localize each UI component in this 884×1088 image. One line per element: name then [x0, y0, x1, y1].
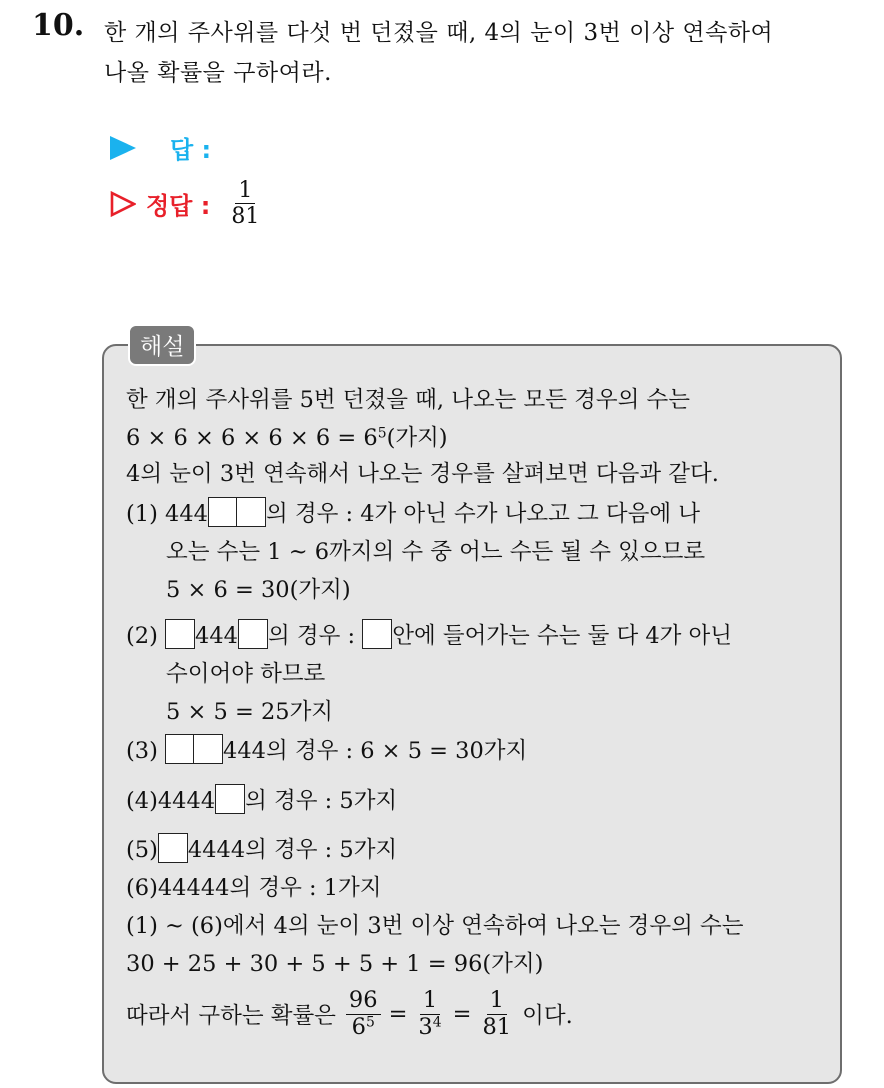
- case-2-digits: 444: [195, 623, 238, 649]
- case-2-line-b: 수이어야 하므로: [166, 661, 326, 687]
- solution-label: 해설: [128, 324, 196, 366]
- case-1-line-c: 5 × 6 = 30(가지): [166, 577, 351, 603]
- fraction-denominator: $6^5$: [351, 1013, 375, 1040]
- fraction-denominator: 81: [482, 1013, 512, 1040]
- conclusion-end: 이다.: [522, 1003, 573, 1030]
- case-6-line: (6)44444의 경우 : 1가지: [126, 875, 382, 901]
- case-3-prefix: (3): [126, 738, 166, 764]
- blank-box: [158, 833, 188, 863]
- fraction-numerator: 1: [235, 178, 255, 204]
- correct-answer-row: [110, 178, 262, 230]
- fraction-numerator: 1: [420, 988, 440, 1015]
- summary-line-1: (1) ~ (6)에서 4의 눈이 3번 이상 연속하여 나오는 경우의 수는: [126, 913, 744, 939]
- fraction-1-over-81: [479, 988, 514, 1041]
- answer-label: 답 :: [170, 136, 212, 164]
- case-4-prefix: (4)4444: [126, 788, 216, 814]
- blank-box: [165, 619, 195, 649]
- fraction-1-over-3-4: [415, 988, 444, 1041]
- case-2-line-a: [126, 618, 732, 650]
- blank-box: [215, 784, 245, 814]
- case-4-desc: 의 경우 : 5가지: [245, 788, 398, 814]
- case-2-prefix: (2): [126, 623, 166, 649]
- case-1-line-a: [126, 496, 700, 528]
- correct-answer-fraction: [228, 178, 262, 230]
- blank-box: [236, 497, 266, 527]
- answer-row: [110, 130, 211, 165]
- case-5-line: [126, 832, 397, 864]
- blank-box: [208, 497, 238, 527]
- equals-sign: =: [388, 1001, 408, 1028]
- solution-line-3: 4의 눈이 3번 연속해서 나오는 경우를 살펴보면 다음과 같다.: [126, 461, 719, 487]
- question-text-line2: 나올 확률을 구하여라.: [104, 60, 332, 86]
- case-2-line-c: 5 × 5 = 25가지: [166, 699, 334, 725]
- fraction-denominator: 81: [231, 204, 260, 230]
- conclusion-text: 따라서 구하는 확률은: [126, 1003, 336, 1030]
- blank-box: [193, 734, 223, 764]
- solution-line-1: 한 개의 주사위를 5번 던졌을 때, 나오는 모든 경우의 수는: [126, 387, 691, 413]
- question-number: 10.: [32, 8, 85, 43]
- fraction-numerator: 1: [487, 988, 507, 1015]
- fraction-denominator: $3^4$: [418, 1013, 442, 1040]
- blank-box: [362, 619, 392, 649]
- fraction-96-over-6-5: [346, 988, 381, 1041]
- fraction-numerator: 96: [346, 988, 381, 1015]
- case-1-desc: 의 경우 : 4가 아닌 수가 나오고 그 다음에 나: [265, 501, 701, 527]
- case-2-desc: 의 경우 :: [267, 623, 363, 649]
- question-text-line1: 한 개의 주사위를 다섯 번 던졌을 때, 4의 눈이 3번 이상 연속하여: [104, 20, 774, 46]
- blank-box: [238, 619, 268, 649]
- solution-line-2: [126, 420, 448, 452]
- case-2-desc-2: 안에 들어가는 수는 둘 다 4가 아닌: [392, 623, 733, 649]
- equals-sign: =: [452, 1001, 472, 1028]
- case-1-prefix: (1) 444: [126, 501, 208, 527]
- case-3-desc: 444의 경우 : 6 × 5 = 30가지: [223, 738, 528, 764]
- play-triangle-icon: [110, 136, 136, 160]
- total-exponent: 5: [377, 425, 387, 442]
- case-5-desc: 4444의 경우 : 5가지: [187, 837, 398, 863]
- conclusion-line: [126, 988, 573, 1041]
- correct-answer-label: 정답 :: [146, 192, 211, 221]
- case-1-line-b: 오는 수는 1 ~ 6까지의 수 중 어느 수든 될 수 있으므로: [166, 539, 706, 565]
- total-expr: 6 × 6 × 6 × 6 × 6 = 6: [126, 425, 378, 451]
- outline-triangle-icon: [110, 191, 136, 217]
- total-unit: (가지): [386, 425, 448, 451]
- summary-line-2: 30 + 25 + 30 + 5 + 5 + 1 = 96(가지): [126, 951, 544, 977]
- case-4-line: [126, 783, 397, 815]
- case-5-prefix: (5): [126, 837, 158, 863]
- case-3-line: [126, 733, 527, 765]
- blank-box: [165, 734, 195, 764]
